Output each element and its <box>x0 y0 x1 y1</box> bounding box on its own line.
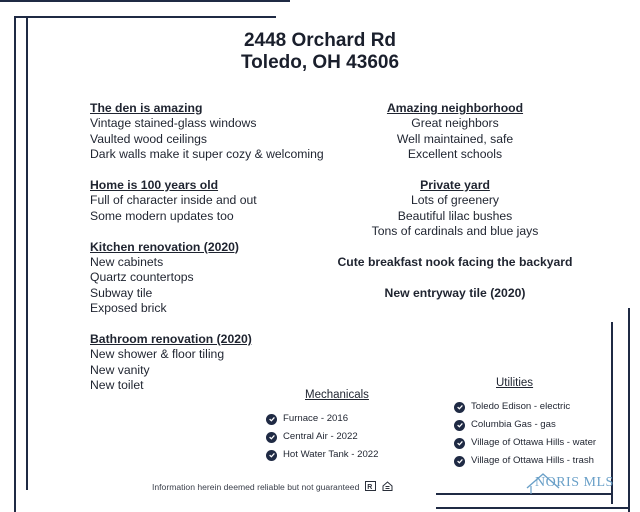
frame-top-left-vertical-inner <box>26 16 28 490</box>
list-item: Great neighbors <box>411 116 499 131</box>
list-item: Quartz countertops <box>90 270 194 285</box>
right-column <box>320 101 590 317</box>
logo-text: NORIS MLS <box>535 475 614 490</box>
check-circle-icon <box>266 450 277 461</box>
mechanicals-title: Mechanicals <box>305 389 369 401</box>
list-item: New toilet <box>90 378 144 393</box>
list-item: Vintage stained-glass windows <box>90 116 257 131</box>
item-label: Central Air - 2022 <box>283 431 358 442</box>
section-title: Private yard <box>420 178 490 193</box>
noris-mls-logo <box>525 470 635 496</box>
list-item <box>454 416 596 434</box>
mechanicals-list <box>266 410 378 464</box>
item-label: Village of Ottawa Hills - water <box>471 437 597 448</box>
svg-text:R: R <box>367 484 373 491</box>
check-circle-icon <box>266 414 277 425</box>
list-item <box>266 410 378 428</box>
address-line-1: 2448 Orchard Rd <box>243 30 397 51</box>
item-label: Toledo Edison - electric <box>471 401 571 412</box>
utilities-title: Utilities <box>496 377 534 389</box>
list-item: Vaulted wood ceilings <box>90 131 207 146</box>
frame-top-left-horizontal <box>0 0 290 2</box>
list-item <box>454 434 596 452</box>
check-circle-icon <box>454 402 465 413</box>
list-item <box>266 428 378 446</box>
section-yard <box>320 178 590 240</box>
address-line-2: Toledo, OH 43606 <box>240 52 400 73</box>
list-item: Tons of cardinals and blue jays <box>371 224 539 239</box>
highlight-breakfast-nook: Cute breakfast nook facing the backyard <box>337 255 573 270</box>
list-item: Subway tile <box>90 285 153 300</box>
list-item: Some modern updates too <box>90 208 234 223</box>
list-item <box>454 398 596 416</box>
section-title: Kitchen renovation (2020) <box>90 239 239 254</box>
check-circle-icon <box>266 432 277 443</box>
list-item: Excellent schools <box>407 147 503 162</box>
frame-top-left-vertical <box>14 16 16 512</box>
realtor-icon <box>365 481 376 493</box>
section-title: Home is 100 years old <box>90 178 219 193</box>
check-circle-icon <box>454 438 465 449</box>
list-item <box>454 452 596 470</box>
item-label: Furnace - 2016 <box>283 413 349 424</box>
section-title: Amazing neighborhood <box>386 101 524 115</box>
list-item: New shower & floor tiling <box>90 347 225 362</box>
list-item: Exposed brick <box>90 301 167 316</box>
item-label: Hot Water Tank - 2022 <box>283 449 379 460</box>
list-item: Lots of greenery <box>410 193 500 208</box>
list-item: Beautiful lilac bushes <box>397 208 513 223</box>
footer-disclaimer <box>152 481 393 493</box>
section-title: Bathroom renovation (2020) <box>90 332 252 347</box>
list-item: Full of character inside and out <box>90 193 257 208</box>
highlight-entryway-tile: New entryway tile (2020) <box>384 285 526 300</box>
section-neighborhood <box>320 101 590 163</box>
list-item <box>266 446 378 464</box>
item-label: Village of Ottawa Hills - trash <box>471 455 594 466</box>
frame-bottom-right-horizontal-outer <box>436 507 630 509</box>
page-title <box>0 30 640 74</box>
disclaimer-text: Information herein deemed reliable but not guaranteed <box>152 482 360 492</box>
item-label: Columbia Gas - gas <box>471 419 556 430</box>
equal-housing-icon <box>382 481 393 493</box>
list-item: Dark walls make it super cozy & welcoming <box>90 147 324 162</box>
check-circle-icon <box>454 420 465 431</box>
list-item: Well maintained, safe <box>396 131 514 146</box>
section-bathroom <box>90 332 360 394</box>
section-title: The den is amazing <box>90 101 203 115</box>
utilities-list <box>454 398 596 470</box>
check-circle-icon <box>454 456 465 467</box>
list-item: New vanity <box>90 362 150 377</box>
frame-top-left-horizontal-inner <box>14 16 276 18</box>
list-item: New cabinets <box>90 255 164 270</box>
